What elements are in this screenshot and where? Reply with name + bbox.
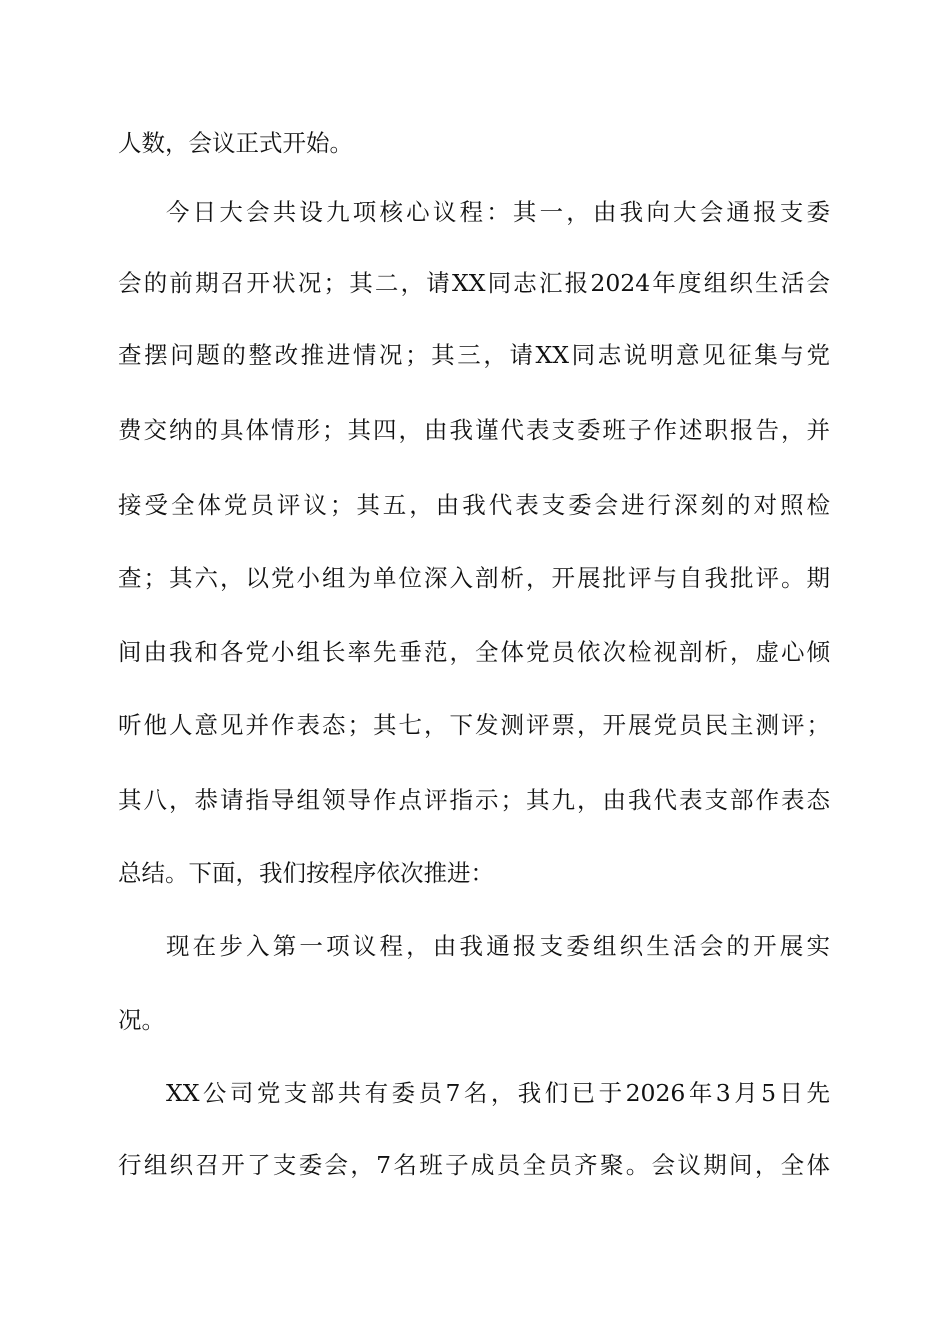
paragraph-line: XX公司党支部共有委员7名，我们已于2026年3月5日先 (166, 1079, 830, 1107)
paragraph-line: 会的前期召开状况；其二，请XX同志汇报2024年度组织生活会 (118, 269, 830, 297)
paragraph-line: 费交纳的具体情形；其四，由我谨代表支委班子作述职报告，并 (118, 416, 830, 444)
paragraph-line: 听他人意见并作表态；其七，下发测评票，开展党员民主测评； (118, 711, 830, 739)
paragraph-line: 今日大会共设九项核心议程：其一，由我向大会通报支委 (166, 198, 830, 226)
paragraph-line: 其八，恭请指导组领导作点评指示；其九，由我代表支部作表态 (118, 786, 830, 814)
paragraph-line: 人数，会议正式开始。 (118, 129, 353, 157)
paragraph-line: 总结。下面，我们按程序依次推进： (118, 859, 494, 887)
paragraph-line: 接受全体党员评议；其五，由我代表支委会进行深刻的对照检 (118, 491, 830, 519)
paragraph-line: 现在步入第一项议程，由我通报支委组织生活会的开展实 (166, 932, 830, 960)
paragraph-line: 行组织召开了支委会，7名班子成员全员齐聚。会议期间，全体 (118, 1151, 830, 1179)
paragraph-line: 查；其六，以党小组为单位深入剖析，开展批评与自我批评。期 (118, 564, 830, 592)
paragraph-line: 查摆问题的整改推进情况；其三，请XX同志说明意见征集与党 (118, 341, 830, 369)
paragraph-line: 间由我和各党小组长率先垂范，全体党员依次检视剖析，虚心倾 (118, 638, 830, 666)
paragraph-line: 况。 (118, 1006, 165, 1034)
